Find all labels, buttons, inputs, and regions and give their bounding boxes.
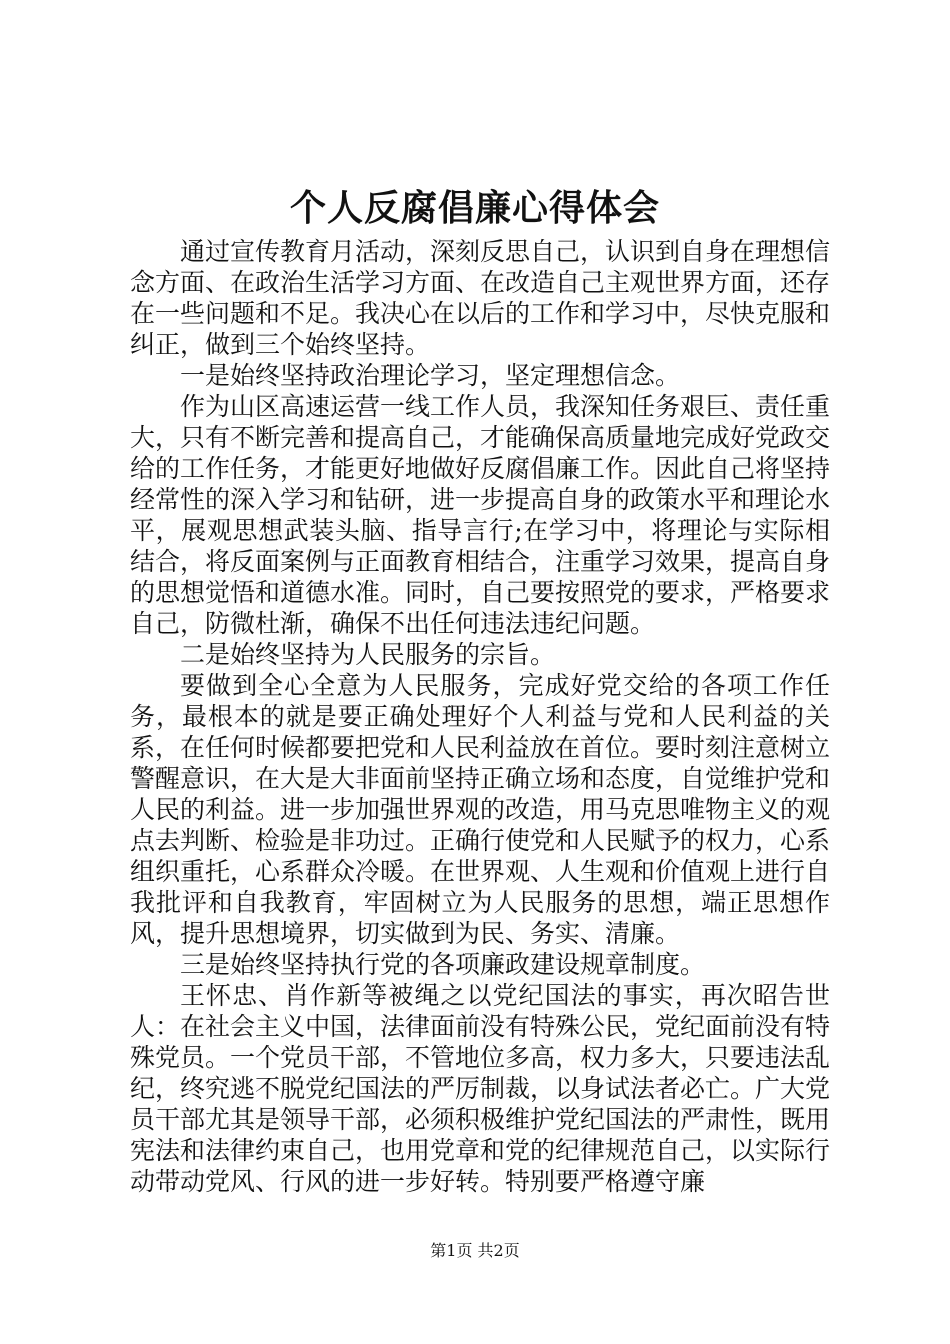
paragraph: 要做到全心全意为人民服务，完成好党交给的各项工作任务，最根本的就是要正确处理好个人利益与党和人民利益的关系，在任何时候都要把党和人民利益放在首位。要时刻注意树立警醒意识，在大是大非面前坚持正确立场和态度，自觉维护党和人民的利益。进一步加强世界观的改造，用马克思唯物主义的观点去判断、检验是非功过。正确行使党和人民赋予的权力，心系组织重托，心系群众冷暖。在世界观、人生观和价值观上进行自我批评和自我教育，牢固树立为人民服务的思想，端正思想作风，提升思想境界，切实做到为民、务实、清廉。 xyxy=(130,671,831,948)
paragraph: 一是始终坚持政治理论学习，坚定理想信念。 xyxy=(180,361,681,390)
paragraph: 通过宣传教育月活动，深刻反思自己，认识到自身在理想信念方面、在政治生活学习方面、在改造自己主观世界方面，还存在一些问题和不足。我决心在以后的工作和学习中，尽快克服和纠正，做到三个始终坚持。 xyxy=(130,237,831,359)
document-title: 个人反腐倡廉心得体会 xyxy=(289,187,660,229)
paragraph: 二是始终坚持为人民服务的宗旨。 xyxy=(180,640,556,669)
page-number-footer: 第1页 共2页 xyxy=(430,1241,520,1260)
paragraph: 三是始终坚持执行党的各项廉政建设规章制度。 xyxy=(180,950,706,979)
document-body xyxy=(130,236,830,1197)
paragraph: 作为山区高速运营一线工作人员，我深知任务艰巨、责任重大，只有不断完善和提高自己，才能确保高质量地完成好党政交给的工作任务，才能更好地做好反腐倡廉工作。因此自己将坚持经常性的深入学习和钻研，进一步提高自身的政策水平和理论水平，展观思想武装头脑、指导言行;在学习中，将理论与实际相结合，将反面案例与正面教育相结合，注重学习效果，提高自身的思想觉悟和道德水准。同时，自己要按照党的要求，严格要求自己，防微杜渐，确保不出任何违法违纪问题。 xyxy=(130,392,831,638)
paragraph: 王怀忠、肖作新等被绳之以党纪国法的事实，再次昭告世人：在社会主义中国，法律面前没有特殊公民，党纪面前没有特殊党员。一个党员干部，不管地位多高，权力多大，只要违法乱纪，终究逃不脱党纪国法的严厉制裁，以身试法者必亡。广大党员干部尤其是领导干部，必须积极维护党纪国法的严肃性，既用宪法和法律约束自己，也用党章和党的纪律规范自己，以实际行动带动党风、行风的进一步好转。特别要严格遵守廉 xyxy=(130,981,831,1196)
